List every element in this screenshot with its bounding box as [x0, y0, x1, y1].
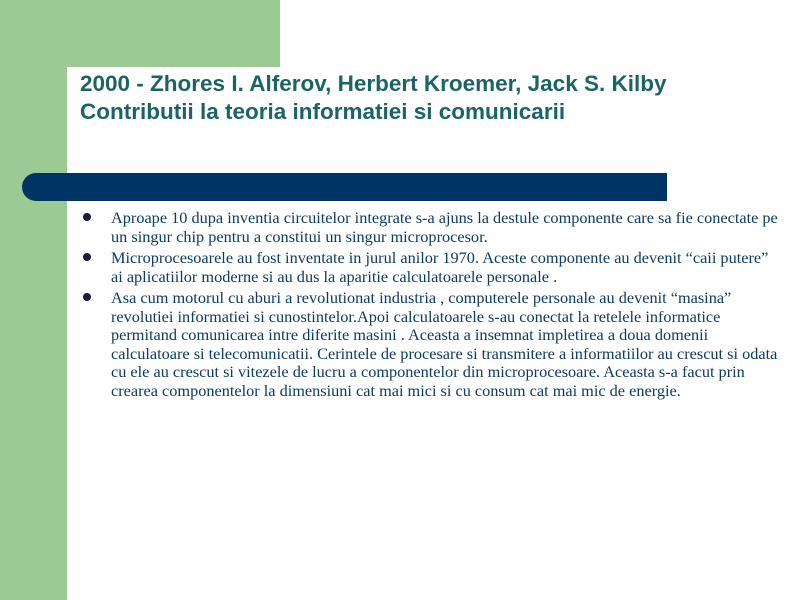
bullet-text: Microprocesoarele au fost inventate in jurul anilor 1970. Aceste componente au devenit “caii putere” ai aplicatiilor moderne si au dus la aparitie calculatoarele personale . — [111, 248, 769, 286]
bullet-text: Asa cum motorul cu aburi a revolutionat industria , computerele personale au devenit “masina” revolutiei informatiei si cunostintelor.Apoi calculatoarele s-au conectat la retelele informatice permitand comunicarea intre diferite masini . Aceasta a insemnat impletirea a doua domenii calculatoare si telecomunicatii. Cerintele de procesare si transmitere a informatiilor au crescut si odata cu ele au crescut si vitezele de lucru a componentelor din microprocesoare. Aceasta s-a facut prin crearea componentelor la dimensiuni cat mai mici si cu consum cat mai mic de energie. — [111, 288, 778, 400]
bullet-item — [80, 249, 780, 286]
slide-title-line-2: Contributii la teoria informatiei si comunicarii — [80, 99, 566, 124]
slide-title — [80, 70, 770, 126]
bullet-dot-icon — [83, 293, 91, 301]
bullet-list — [80, 209, 780, 403]
bullet-dot-icon — [83, 213, 91, 221]
title-divider-bar — [22, 173, 667, 201]
bullet-text: Aproape 10 dupa inventia circuitelor integrate s-a ajuns la destule componente care sa fie conectate pe un singur chip pentru a constitui un singur microprocesor. — [111, 208, 778, 246]
bullet-item — [80, 209, 780, 246]
slide-title-line-1: 2000 - Zhores I. Alferov, Herbert Kroemer, Jack S. Kilby — [80, 71, 667, 96]
bullet-item — [80, 289, 780, 400]
bullet-dot-icon — [83, 253, 91, 261]
